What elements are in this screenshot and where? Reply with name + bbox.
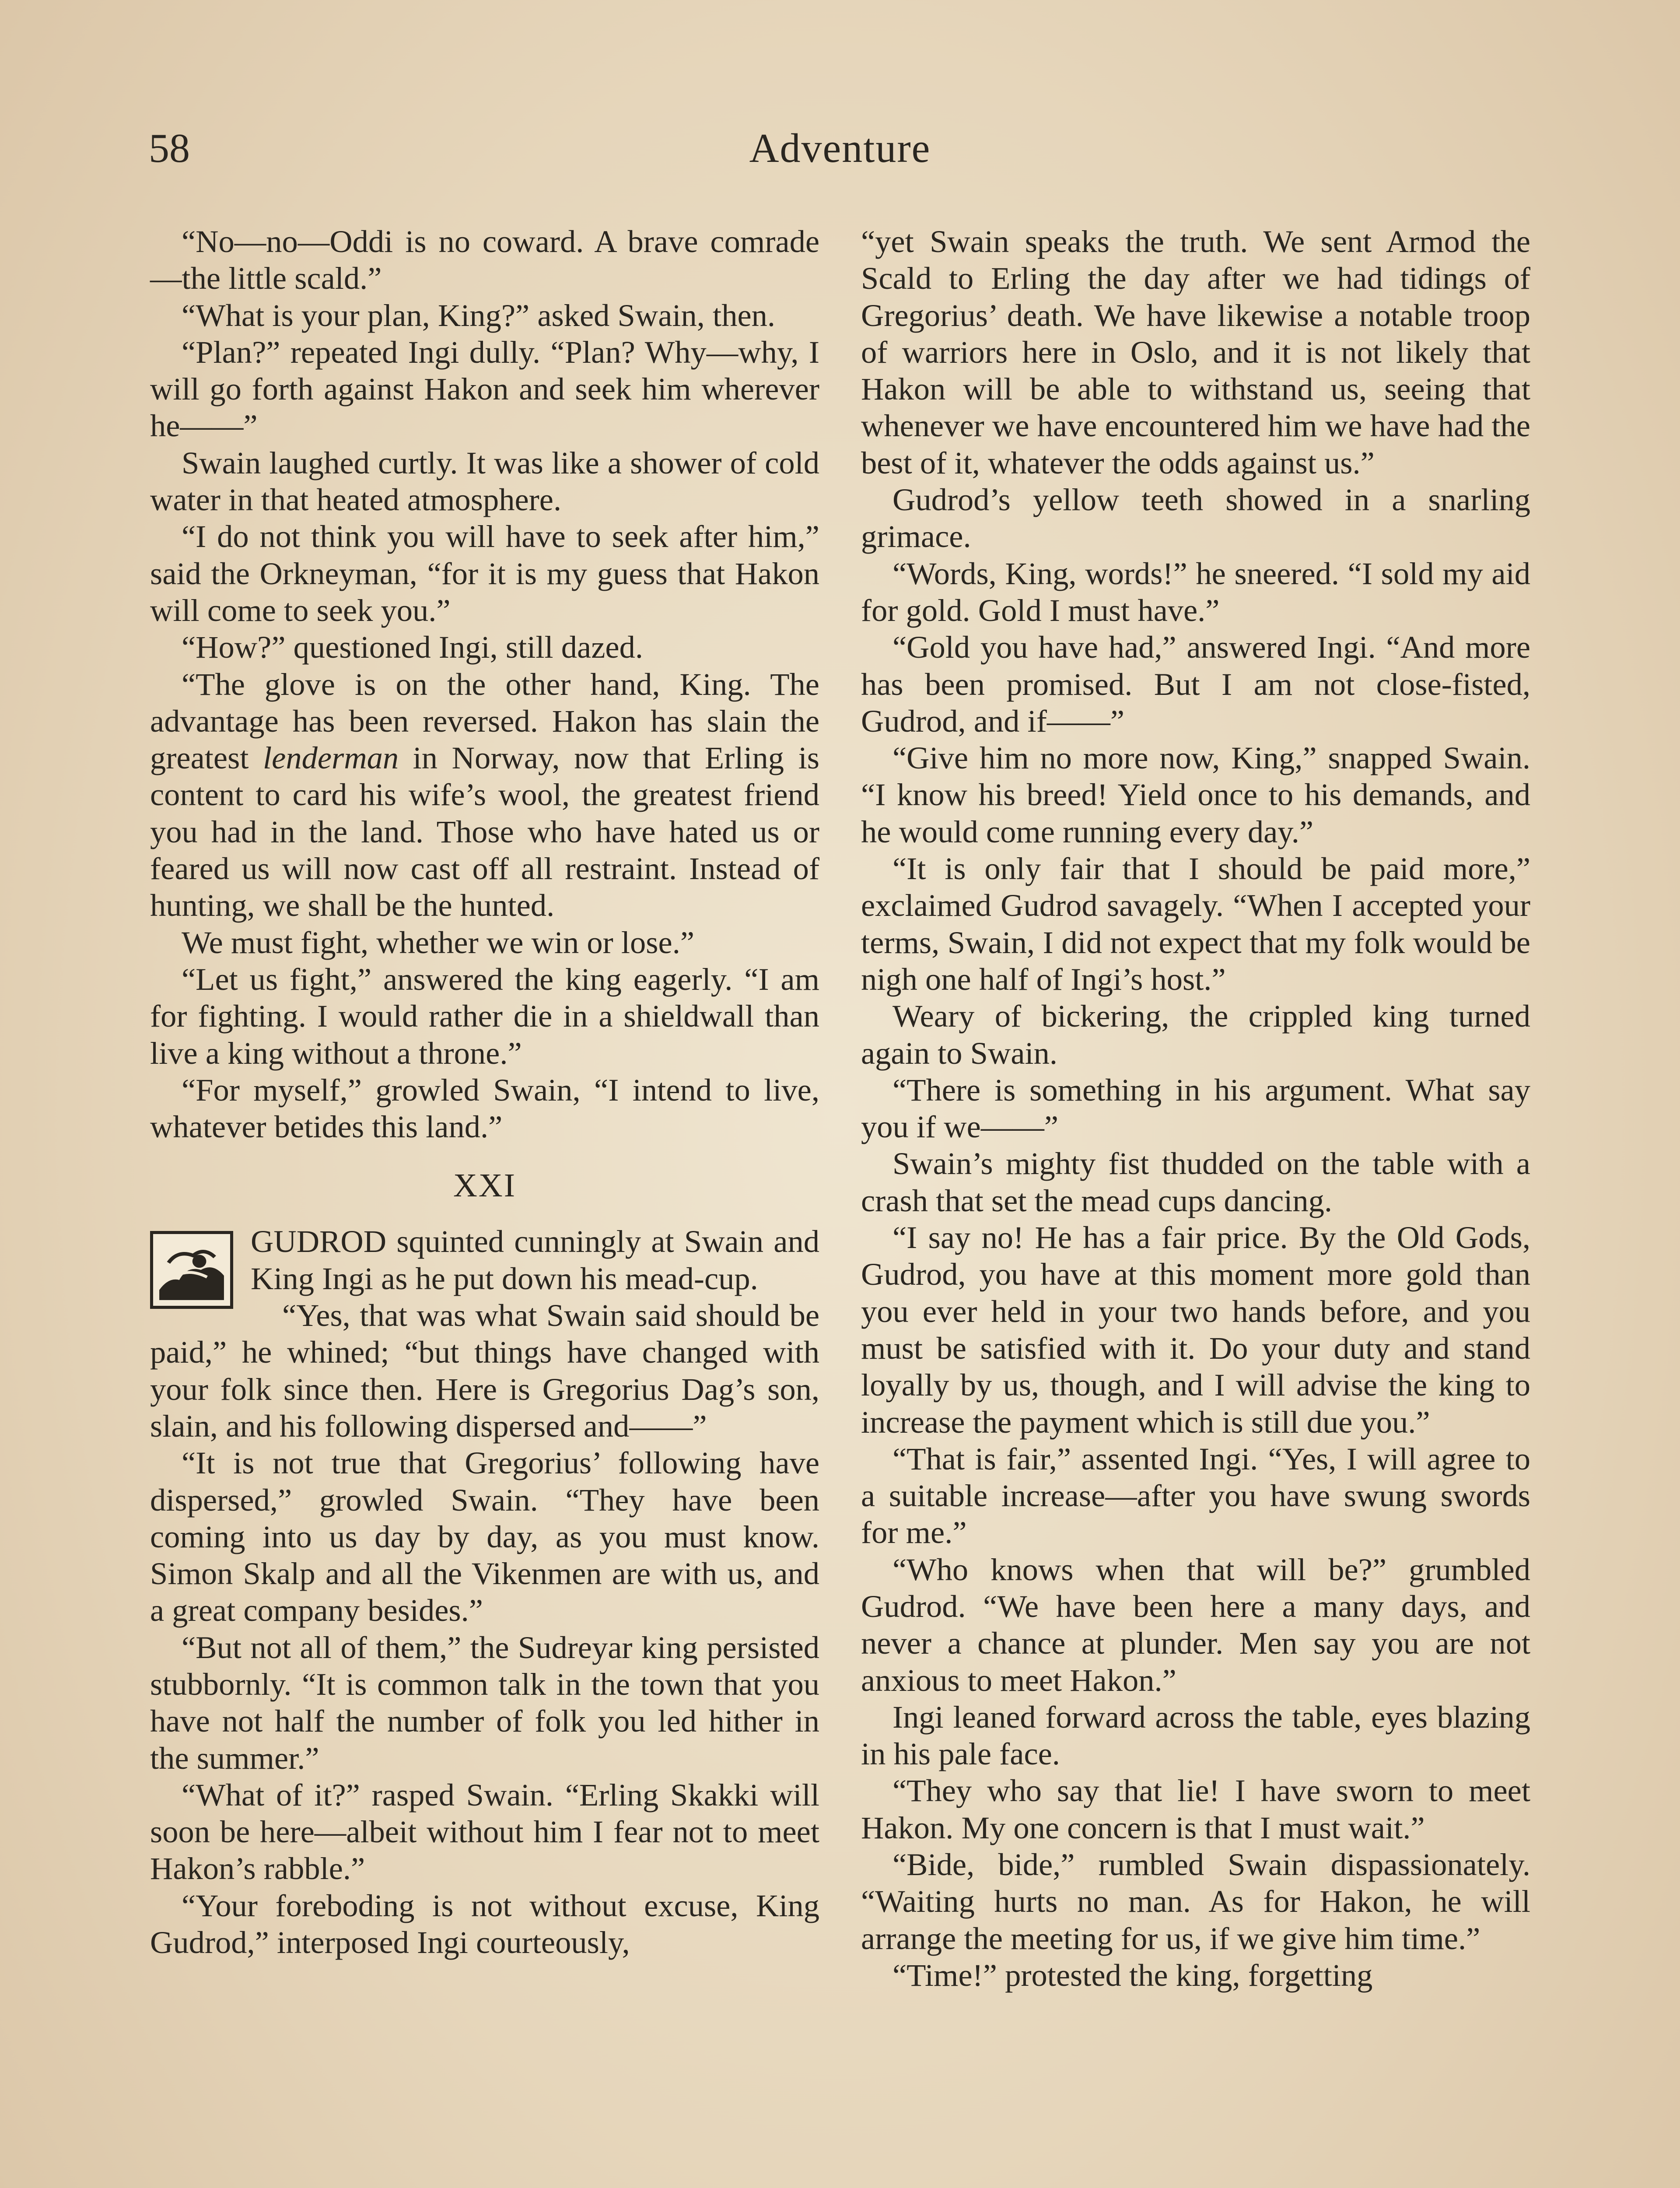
chapter-opening-paragraph bbox=[150, 1223, 819, 1297]
paragraph: “They who say that lie! I have sworn to meet Hakon. My one concern is that I must wait.” bbox=[861, 1773, 1530, 1845]
paragraph bbox=[150, 666, 819, 924]
paragraph: “I say no! He has a fair price. By the Old Gods, Gudrod, you have at this moment more gold than you ever held in your two hands before, and you must be satisfied with it. Do your duty and stand loyally by us, though, and I will advise the king to increase the payment which is still due you.” bbox=[861, 1220, 1530, 1440]
paragraph: Ingi leaned forward across the table, eyes blazing in his pale face. bbox=[861, 1699, 1530, 1772]
paragraph: “That is fair,” assented Ingi. “Yes, I will agree to a suitable increase—after you have swung swords for me.” bbox=[861, 1441, 1530, 1550]
paragraph: “Your foreboding is not without excuse, King Gudrod,” interposed Ingi courteously, bbox=[150, 1887, 819, 1960]
paragraph: Swain laughed curtly. It was like a shower of cold water in that heated atmosphere. bbox=[150, 445, 819, 518]
paragraph: “How?” questioned Ingi, still dazed. bbox=[182, 629, 643, 665]
paragraph: “It is not true that Gregorius’ following have dispersed,” growled Swain. “They have been coming into us day by day, as you must know. Simon Skalp and all the Vikenmen are with us, and a great company besides.” bbox=[150, 1445, 819, 1628]
chapter-heading: XXI bbox=[453, 1167, 517, 1204]
paragraph: “I do not think you will have to seek after him,” said the Orkneyman, “for it is my guess that Hakon will come to seek you.” bbox=[150, 519, 819, 628]
paragraph: “Plan?” repeated Ingi dully. “Plan? Why—why, I will go forth against Hakon and seek him wherever he——” bbox=[150, 334, 819, 444]
paragraph: “What of it?” rasped Swain. “Erling Skakki will soon be here—albeit without him I fear not to meet Hakon’s rabble.” bbox=[150, 1777, 819, 1886]
paragraph: Swain’s mighty fist thudded on the table with a crash that set the mead cups dancing. bbox=[861, 1146, 1530, 1218]
paragraph-continuation: “yet Swain speaks the truth. We sent Armod the Scald to Erling the day after we had tidings of Gregorius’ death. We have likewise a notable troop of warriors here in Oslo, and it is not likely that Hakon will be able to withstand us, seeing that whenever we have encountered him we have had the best of it, whatever the odds against us.” bbox=[861, 224, 1530, 480]
right-column bbox=[861, 223, 1530, 1994]
paragraph: “Give him no more now, King,” snapped Swain. “I know his breed! Yield once to his demands, and he would come running every day.” bbox=[861, 740, 1530, 849]
paragraph: “There is something in his argument. What say you if we——” bbox=[861, 1072, 1530, 1145]
left-column bbox=[150, 223, 819, 1961]
paragraph: “Words, King, words!” he sneered. “I sold my aid for gold. Gold I must have.” bbox=[861, 555, 1530, 628]
paragraph: “Gold you have had,” answered Ingi. “And more has been promised. But I am not close-fisted, Gudrod, and if——” bbox=[861, 629, 1530, 739]
paragraph: “What is your plan, King?” asked Swain, then. bbox=[182, 297, 776, 333]
paragraph: “It is only fair that I should be paid more,” exclaimed Gudrod savagely. “When I accepted your terms, Swain, I did not expect that my folk would be nigh one half of Ingi’s host.” bbox=[861, 851, 1530, 997]
ornamental-drop-cap-icon bbox=[150, 1231, 233, 1309]
magazine-title: Adventure bbox=[749, 126, 931, 171]
paragraph: “But not all of them,” the Sudreyar king persisted stubbornly. “It is common talk in the town that you have not half the number of folk you led hither in the summer.” bbox=[150, 1629, 819, 1776]
paragraph: We must fight, whether we win or lose.” bbox=[182, 924, 695, 960]
paragraph: “No—no—Oddi is no coward. A brave comrade—the little scald.” bbox=[150, 224, 819, 296]
paragraph: “Time!” protested the king, forgetting bbox=[892, 1957, 1373, 1993]
paragraph: “Let us fight,” answered the king eagerly. “I am for fighting. I would rather die in a shieldwall than live a king without a throne.” bbox=[150, 961, 819, 1071]
paragraph: “Who knows when that will be?” grumbled Gudrod. “We have been here a many days, and never a chance at plunder. Men say you are not anxious to meet Hakon.” bbox=[861, 1551, 1530, 1698]
paragraph: “Yes, that was what Swain said should be paid,” he whined; “but things have changed with your folk since then. Here is Gregorius Dag’s son, slain, and his following dispersed and——” bbox=[150, 1297, 819, 1444]
paragraph: “Bide, bide,” rumbled Swain dispassionately. “Waiting hurts no man. As for Hakon, he will arrange the meeting for us, if we give him time.” bbox=[861, 1847, 1530, 1956]
paragraph: Gudrod’s yellow teeth showed in a snarling grimace. bbox=[861, 482, 1530, 554]
paragraph-text: “The glove is on the other hand, King. The advantage has been reversed. Hakon has slain the greatest bbox=[150, 666, 819, 776]
paragraph: “For myself,” growled Swain, “I intend to live, whatever betides this land.” bbox=[150, 1072, 819, 1145]
paragraph: Weary of bickering, the crippled king turned again to Swain. bbox=[861, 998, 1530, 1071]
paragraph-text: GUDROD squinted cunningly at Swain and King Ingi as he put down his mead-cup. bbox=[251, 1224, 819, 1296]
page-number: 58 bbox=[149, 126, 190, 171]
italic-word: lenderman bbox=[263, 740, 399, 776]
paragraph-text: in Norway, now that Erling is content to card his wife’s wool, the greatest friend you had in the land. Those who have hated us or feared us will now cast off all restraint. Instead of hunting, we shall be the hunted. bbox=[150, 740, 819, 923]
